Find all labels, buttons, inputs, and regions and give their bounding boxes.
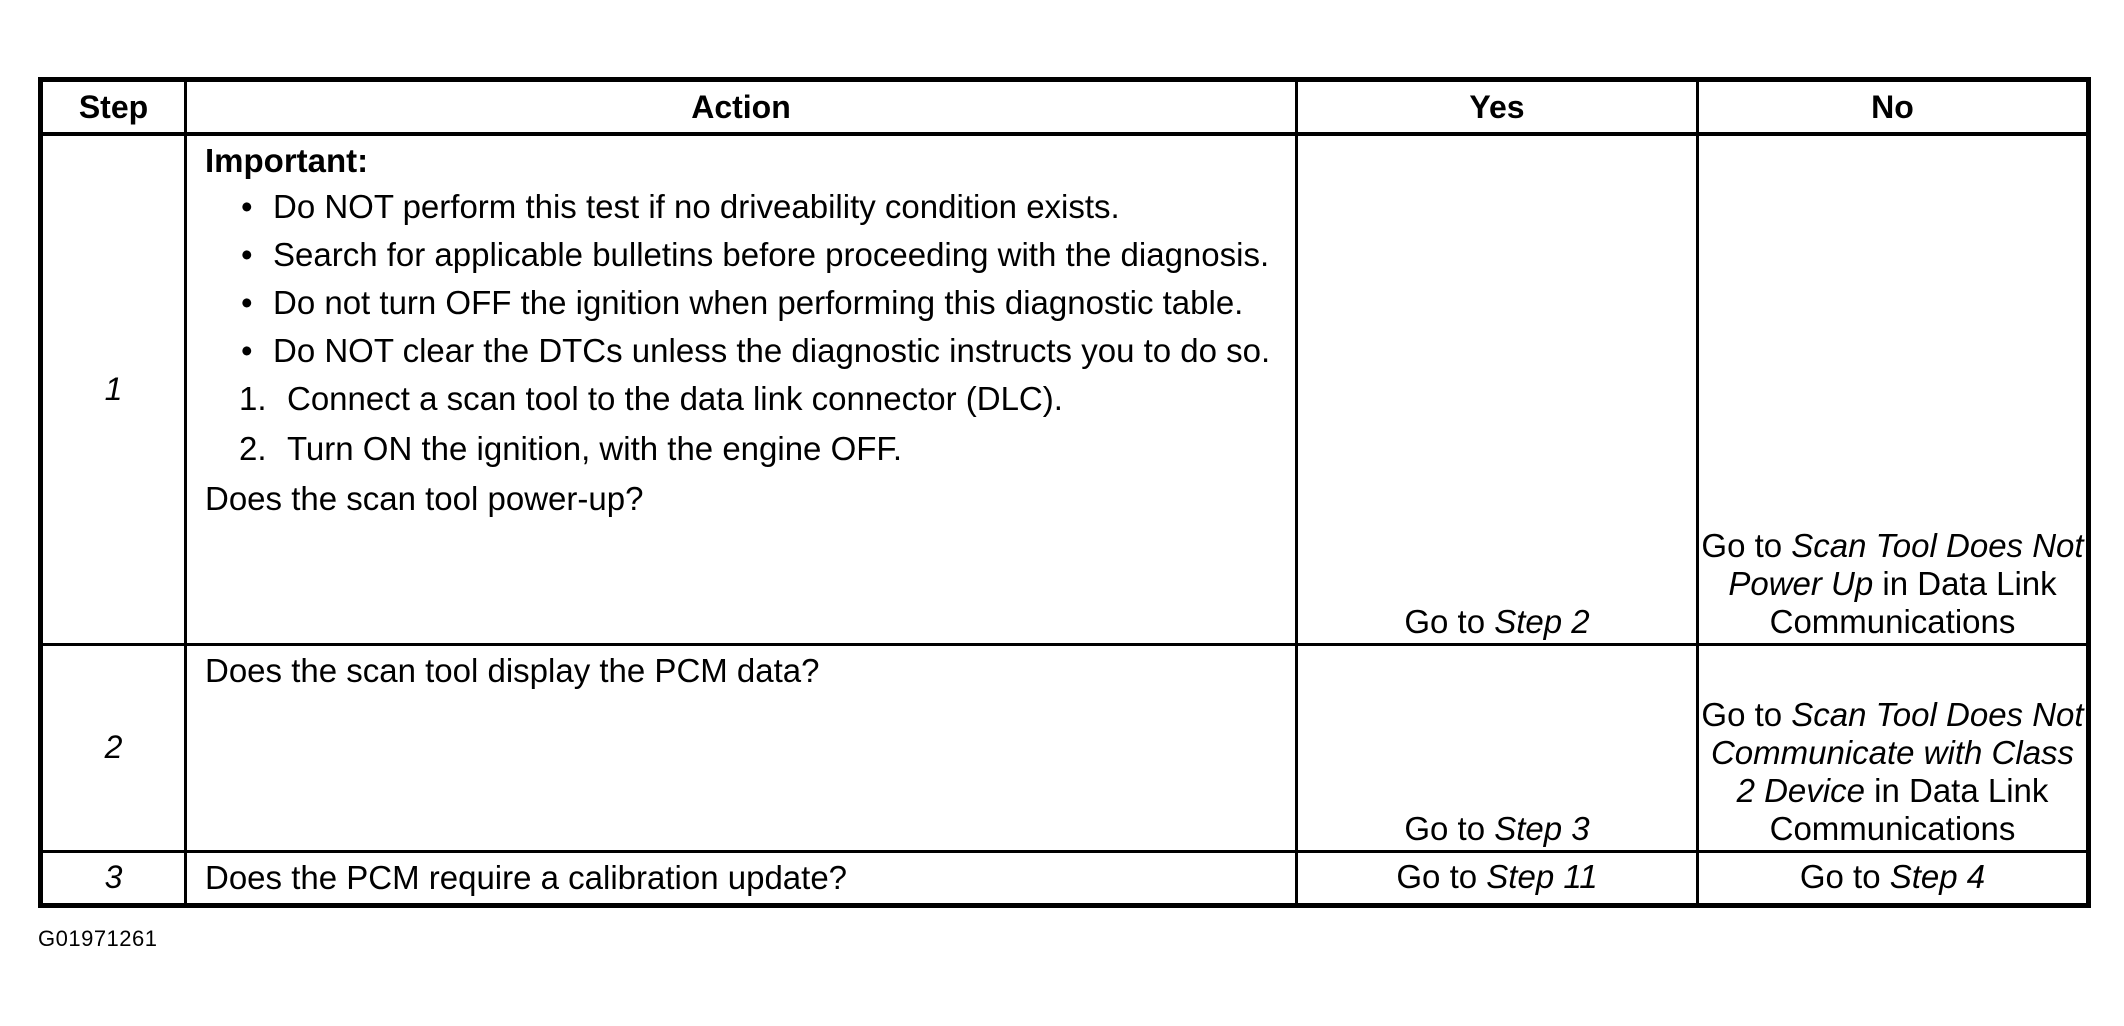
header-action: Action [186,80,1297,135]
important-bullet-list [205,188,1281,370]
procedure-text: Connect a scan tool to the data link connector (DLC). [287,380,1063,417]
step-number: 1 [41,134,186,644]
yes-prefix: Go to [1404,602,1486,640]
figure-id: G01971261 [38,926,158,951]
important-label: Important: [205,142,369,179]
step-question: Does the scan tool power-up? [205,480,644,517]
bullet-item: • Do NOT clear the DTCs unless the diagnostic instructs you to do so. [205,332,1281,370]
table-row [41,851,2089,905]
no-link[interactable]: Step 4 [1889,857,1986,895]
step-number: 3 [41,851,186,905]
table-row [41,134,2089,644]
no-suffix: in Data Link Communications [1769,771,2049,847]
no-suffix: in Data Link Communications [1769,564,2057,640]
no-link[interactable]: Scan Tool Does Not Power Up [1728,526,2084,602]
bullet-item: • Do NOT perform this test if no driveability condition exists. [205,188,1281,226]
header-step: Step [41,80,186,135]
step-question: Does the PCM require a calibration update? [205,858,848,896]
no-cell [1698,134,2089,644]
yes-prefix: Go to [1404,809,1486,847]
procedure-item [205,430,1281,468]
yes-cell [1297,644,1698,851]
header-yes: Yes [1297,80,1698,135]
no-cell [1698,851,2089,905]
yes-prefix: Go to [1396,857,1478,895]
action-cell [186,644,1297,851]
no-prefix: Go to [1701,526,1783,564]
procedure-text: Turn ON the ignition, with the engine OFF. [287,430,903,467]
yes-link[interactable]: Step 3 [1494,809,1590,847]
table-row [41,644,2089,851]
header-no: No [1698,80,2089,135]
action-cell [186,134,1297,644]
no-cell [1698,644,2089,851]
procedure-item [205,380,1281,418]
no-prefix: Go to [1799,857,1881,895]
bullet-item: • Do not turn OFF the ignition when performing this diagnostic table. [205,284,1281,322]
procedure-list [205,380,1281,468]
bullet-item: • Search for applicable bulletins before proceeding with the diagnosis. [205,236,1281,274]
procedure-number: 1. [239,380,267,417]
header-row [41,80,2089,135]
no-prefix: Go to [1701,695,1783,733]
yes-link[interactable]: Step 2 [1494,602,1590,640]
yes-link[interactable]: Step 11 [1486,857,1598,895]
step-number: 2 [41,644,186,851]
yes-cell [1297,134,1698,644]
procedure-number: 2. [239,430,267,467]
yes-cell [1297,851,1698,905]
action-cell [186,851,1297,905]
step-question: Does the scan tool display the PCM data? [205,651,820,689]
diagnostic-table [38,77,2091,908]
no-link[interactable]: Scan Tool Does Not Communicate with Class 2 Device [1710,695,2084,809]
